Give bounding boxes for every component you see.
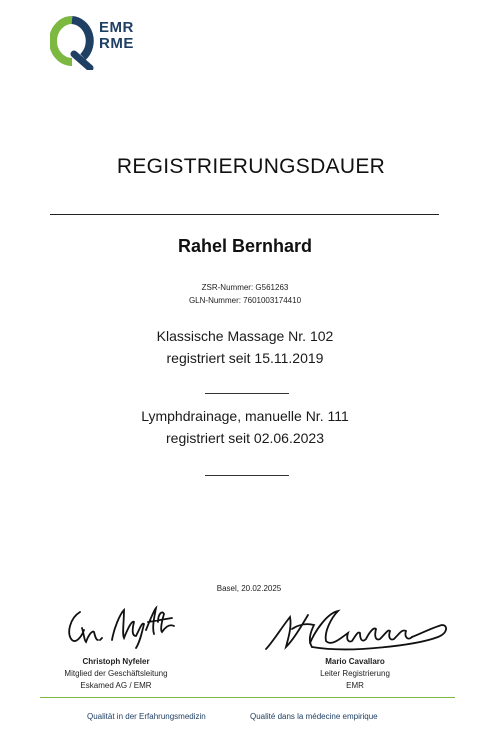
registration-separator bbox=[205, 393, 289, 394]
footer-divider bbox=[40, 697, 455, 698]
signer-block-left bbox=[16, 656, 216, 692]
signer-org: EMR bbox=[346, 681, 364, 690]
registration-since: registriert seit 02.06.2023 bbox=[166, 430, 324, 446]
title-divider bbox=[50, 214, 439, 215]
signer-name: Christoph Nyfeler bbox=[82, 657, 150, 666]
registration-item bbox=[0, 405, 490, 449]
registration-separator bbox=[205, 475, 289, 476]
logo-line-1: EMR bbox=[99, 19, 134, 36]
signer-block-right bbox=[255, 656, 455, 692]
identifier-block bbox=[0, 281, 490, 307]
signer-org: Eskamed AG / EMR bbox=[80, 681, 152, 690]
registration-since: registriert seit 15.11.2019 bbox=[166, 350, 324, 366]
signature-cavallaro bbox=[262, 603, 452, 655]
emr-logo bbox=[50, 16, 150, 70]
footer-tagline-de: Qualität in der Erfahrungsmedizin bbox=[87, 712, 206, 721]
registration-method: Klassische Massage Nr. 102 bbox=[156, 328, 334, 344]
logo-wordmark bbox=[99, 20, 134, 52]
signer-role: Leiter Registrierung bbox=[320, 669, 390, 678]
registration-method: Lymphdrainage, manuelle Nr. 111 bbox=[141, 408, 349, 424]
gln-number: GLN-Nummer: 7601003174410 bbox=[188, 296, 302, 305]
place-date: Basel, 20.02.2025 bbox=[216, 584, 282, 593]
logo-line-2: RME bbox=[99, 35, 134, 52]
registration-item bbox=[0, 325, 490, 369]
signer-role: Mitglied der Geschäftsleitung bbox=[64, 669, 168, 678]
signature-nyfeler bbox=[62, 600, 182, 650]
therapist-name: Rahel Bernhard bbox=[177, 236, 313, 256]
footer-tagline-fr: Qualité dans la médecine empirique bbox=[250, 712, 378, 721]
zsr-number: ZSR-Nummer: G561263 bbox=[201, 283, 289, 292]
signer-name: Mario Cavallaro bbox=[325, 657, 385, 666]
document-title: REGISTRIERUNGSDAUER bbox=[116, 155, 386, 178]
emr-logo-icon bbox=[50, 16, 96, 70]
